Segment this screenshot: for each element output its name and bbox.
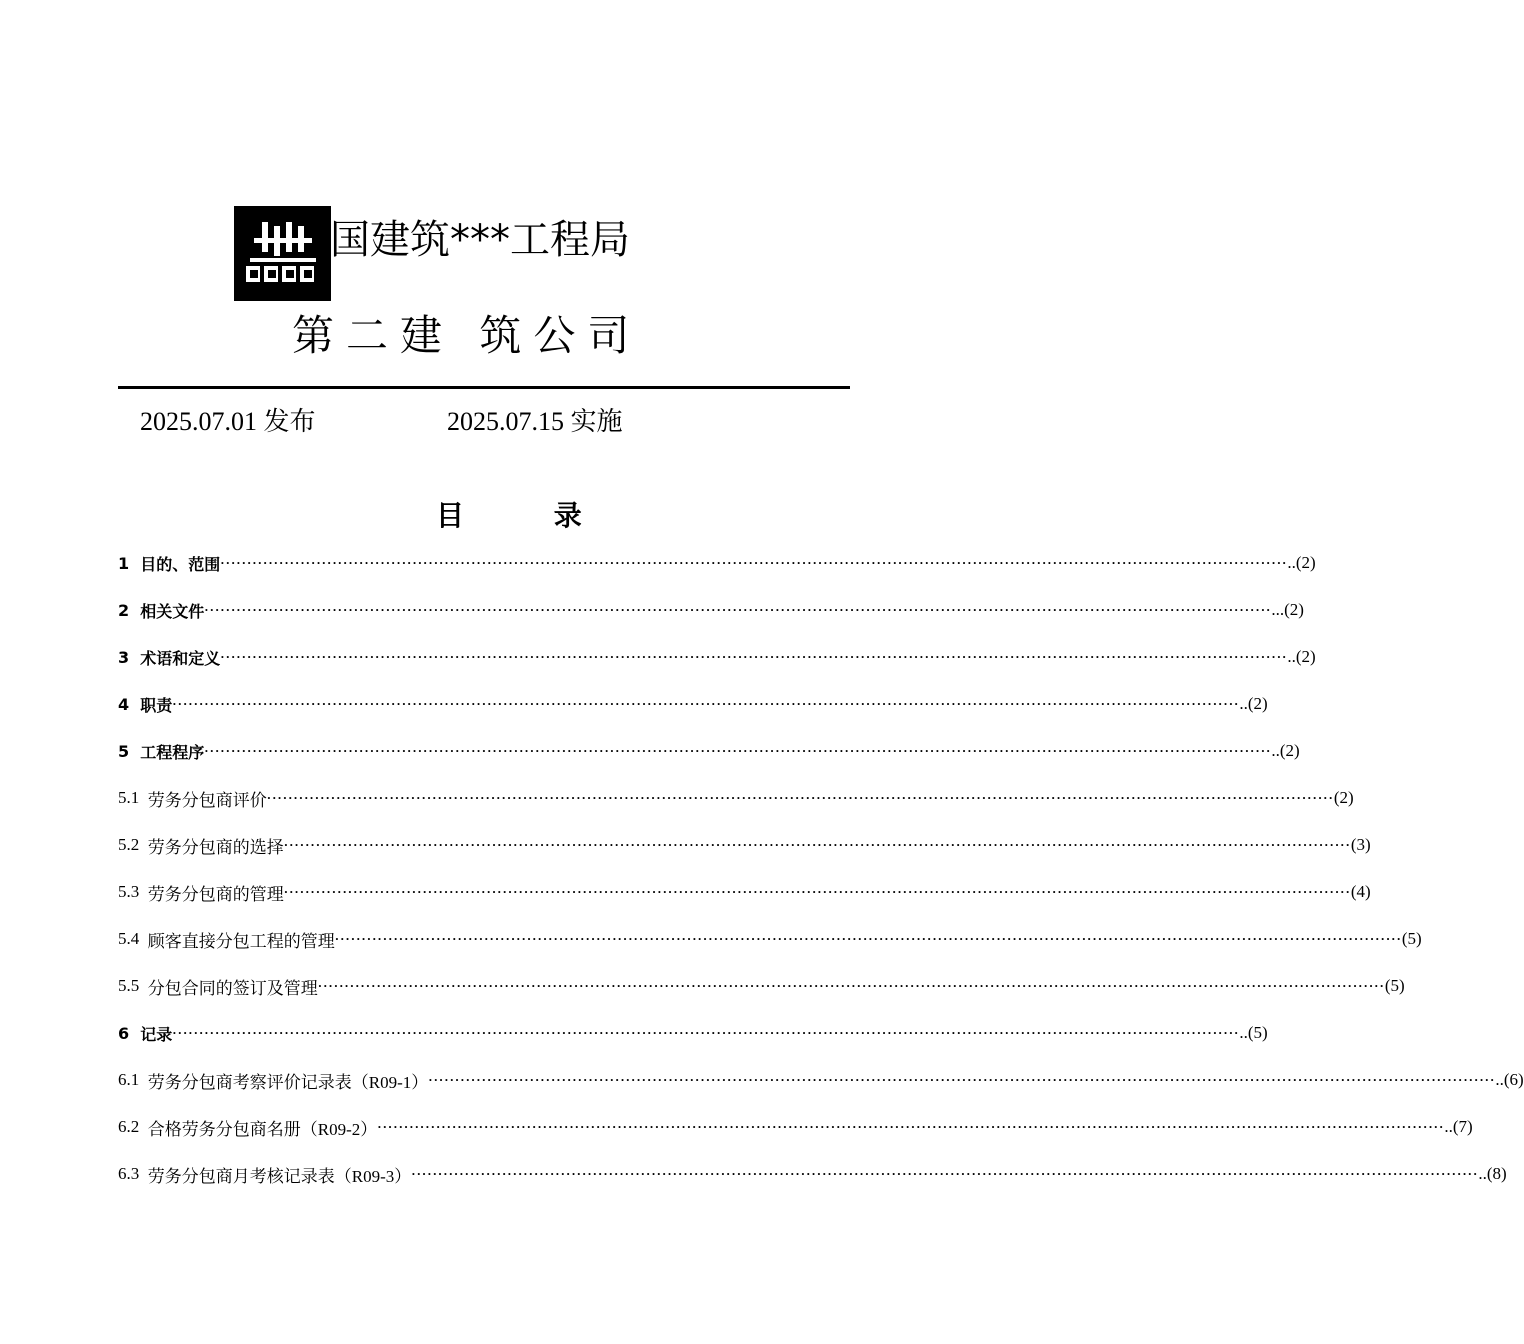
toc-title: 目 录: [436, 499, 622, 532]
toc-item[interactable]: [118, 1018, 1268, 1048]
toc-item-label: 术语和定义: [140, 648, 221, 668]
toc-item-page: ..(2): [1239, 694, 1268, 713]
toc-item-number: 5.2: [118, 835, 148, 854]
toc-leader-dots: ········································································································································································································: [220, 555, 1288, 570]
company-logo: [234, 206, 331, 301]
toc-item-number: 5.4: [118, 929, 148, 948]
company-name-line2: 第二建 筑公司: [292, 311, 642, 360]
toc-item-label: 合格劳务分包商名册（R09-2）: [147, 1119, 378, 1139]
effective-date: 2025.07.15 实施: [447, 407, 623, 436]
toc-item-page: ...(2): [1271, 600, 1304, 619]
toc-item[interactable]: [118, 1159, 1507, 1189]
toc-item-page: (2): [1333, 788, 1354, 807]
toc-item-number: 3: [118, 647, 141, 667]
toc-leader-dots: ········································································································································································································: [334, 931, 1402, 946]
toc-leader-dots: ········································································································································································································: [266, 790, 1334, 805]
publish-date: 2025.07.01 发布: [140, 407, 316, 436]
toc-item-page: (3): [1350, 835, 1371, 854]
toc-item-page: ..(5): [1239, 1023, 1268, 1042]
toc-item-label: 工程程序: [140, 742, 205, 762]
toc-item-number: 6.2: [118, 1117, 148, 1136]
toc-item-label: 劳务分包商月考核记录表（R09-3）: [147, 1166, 412, 1186]
toc-item-label: 劳务分包商的管理: [147, 884, 284, 904]
toc-item-number: 5: [118, 741, 141, 761]
toc-leader-dots: ········································································································································································································: [172, 1025, 1240, 1040]
toc-item-label: 劳务分包商考察评价记录表（R09-1）: [147, 1072, 429, 1092]
toc-item-page: (4): [1350, 882, 1371, 901]
toc-item[interactable]: [118, 595, 1304, 625]
toc-item-label: 分包合同的签订及管理: [147, 978, 318, 998]
toc-item[interactable]: [118, 971, 1405, 1001]
toc-item-page: ..(2): [1287, 647, 1316, 666]
toc-item-number: 5.3: [118, 882, 148, 901]
toc-item-label: 相关文件: [140, 601, 205, 621]
toc-item-page: ..(7): [1444, 1117, 1473, 1136]
toc-leader-dots: ········································································································································································································: [283, 837, 1351, 852]
toc-item[interactable]: [118, 1065, 1524, 1095]
toc-item[interactable]: [118, 689, 1268, 719]
toc-item-page: ..(8): [1478, 1164, 1507, 1183]
toc-item[interactable]: [118, 1112, 1473, 1142]
toc-leader-dots: ········································································································································································································: [204, 602, 1272, 617]
toc-item-page: (5): [1401, 929, 1422, 948]
toc-item[interactable]: [118, 548, 1316, 578]
toc-item-number: 6.3: [118, 1164, 148, 1183]
toc-item-number: 6.1: [118, 1070, 148, 1089]
toc-item[interactable]: [118, 877, 1371, 907]
toc-item-number: 4: [118, 694, 141, 714]
toc-item-label: 劳务分包商评价: [147, 790, 267, 810]
cscec-logo-icon: [244, 220, 322, 288]
toc-item[interactable]: [118, 736, 1300, 766]
toc-item[interactable]: [118, 830, 1371, 860]
toc-item-number: 5.5: [118, 976, 148, 995]
toc-leader-dots: ········································································································································································································: [428, 1072, 1496, 1087]
toc-item-label: 职责: [140, 695, 173, 715]
toc-item-page: ..(2): [1271, 741, 1300, 760]
toc-item-number: 1: [118, 553, 141, 573]
toc-item-number: 2: [118, 600, 141, 620]
header-divider: [118, 386, 850, 389]
toc-leader-dots: ········································································································································································································: [411, 1166, 1479, 1181]
toc-item[interactable]: [118, 642, 1316, 672]
toc-item-page: ..(2): [1287, 553, 1316, 572]
toc-item-page: ..(6): [1495, 1070, 1524, 1089]
toc-item[interactable]: [118, 924, 1422, 954]
toc-item-label: 劳务分包商的选择: [147, 837, 284, 857]
toc-leader-dots: ········································································································································································································: [283, 884, 1351, 899]
toc-leader-dots: ········································································································································································································: [204, 743, 1272, 758]
toc-leader-dots: ········································································································································································································: [317, 978, 1385, 993]
toc-leader-dots: ········································································································································································································: [172, 696, 1240, 711]
toc-item-page: (5): [1384, 976, 1405, 995]
toc-item-label: 记录: [140, 1024, 173, 1044]
toc-item-label: 目的、范围: [140, 554, 221, 574]
toc-item-number: 5.1: [118, 788, 148, 807]
company-name-line1: 国建筑***工程局: [330, 217, 630, 263]
toc-leader-dots: ········································································································································································································: [377, 1119, 1445, 1134]
toc-item[interactable]: [118, 783, 1354, 813]
toc-item-label: 顾客直接分包工程的管理: [147, 931, 335, 951]
toc-item-number: 6: [118, 1023, 141, 1043]
toc-leader-dots: ········································································································································································································: [220, 649, 1288, 664]
